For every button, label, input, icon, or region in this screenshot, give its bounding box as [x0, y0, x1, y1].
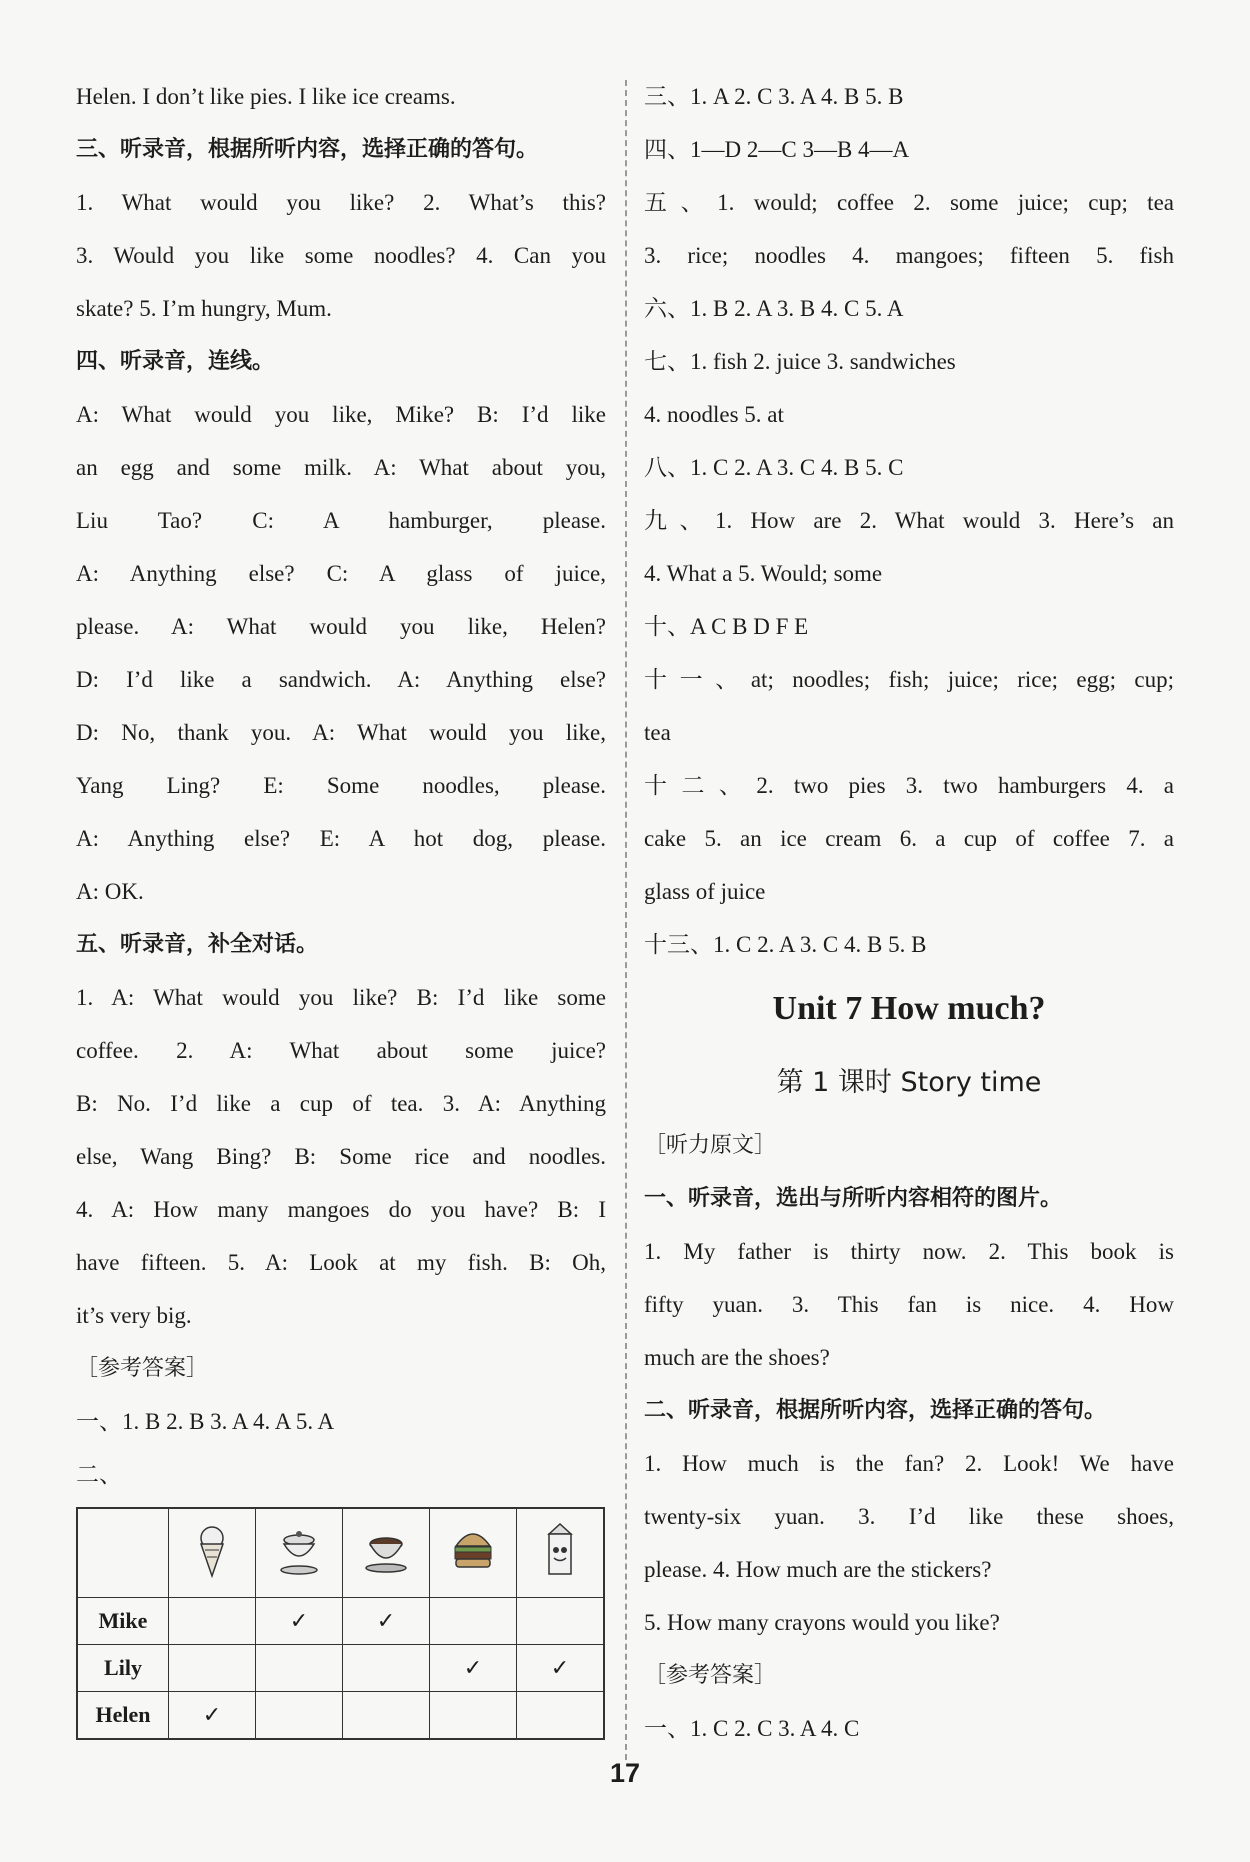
check-cell: ✓	[256, 1598, 343, 1645]
text-line: 十、A C B D F E	[644, 614, 809, 639]
text-line: 1. My father is thirty now. 2. This book is	[644, 1239, 1174, 1264]
text-line: D: I’d like a sandwich. A: Anything else?	[76, 667, 606, 692]
text-line: A: Anything else? C: A glass of juice,	[76, 561, 606, 586]
text-line: 3. rice; noodles 4. mangoes; fifteen 5. fish	[644, 243, 1174, 268]
text-line: 4. noodles 5. at	[644, 402, 784, 427]
text-line: 六、1. B 2. A 3. B 4. C 5. A	[644, 296, 904, 321]
text-line: 1. A: What would you like? B: I’d like some	[76, 985, 606, 1010]
text-line: an egg and some milk. A: What about you,	[76, 455, 606, 480]
text-line: 七、1. fish 2. juice 3. sandwiches	[644, 349, 956, 374]
text-line: 十二、2. two pies 3. two hamburgers 4. a	[644, 773, 1174, 798]
check-cell	[430, 1598, 517, 1645]
table-header-row	[77, 1508, 604, 1598]
header-cell	[256, 1508, 343, 1598]
transcript-heading: ［听力原文］	[644, 1133, 777, 1158]
text-line: 三、1. A 2. C 3. A 4. B 5. B	[644, 84, 904, 109]
text-line: 1. What would you like? 2. What’s this?	[76, 190, 606, 215]
ice-cream-icon	[187, 1520, 237, 1580]
check-cell	[517, 1692, 605, 1740]
check-cell	[517, 1598, 605, 1645]
text-line: 五、1. would; coffee 2. some juice; cup; tea	[644, 190, 1174, 215]
text-line: 十一、at; noodles; fish; juice; rice; egg; cup;	[644, 667, 1174, 692]
check-cell	[169, 1598, 256, 1645]
unit-title: Unit 7 How much?	[772, 990, 1046, 1027]
milk-box-icon	[535, 1520, 585, 1580]
check-cell	[256, 1645, 343, 1692]
text-line: 八、1. C 2. A 3. C 4. B 5. C	[644, 455, 904, 480]
text-line: Helen. I don’t like pies. I like ice creams.	[76, 84, 456, 109]
text-line: 4. What a 5. Would; some	[644, 561, 883, 586]
right-column	[644, 70, 1174, 1755]
text-line: 1. How much is the fan? 2. Look! We have	[644, 1451, 1174, 1476]
answer-table	[76, 1507, 605, 1740]
corner-cell	[77, 1508, 169, 1598]
text-line: tea	[644, 720, 671, 745]
header-cell	[430, 1508, 517, 1598]
text-line: cake 5. an ice cream 6. a cup of coffee 7. a	[644, 826, 1174, 851]
column-divider	[625, 80, 627, 1760]
text-line: twenty-six yuan. 3. I’d like these shoes,	[644, 1504, 1174, 1529]
section-heading: 三、听录音，根据所听内容，选择正确的答句。	[76, 137, 539, 162]
check-cell	[343, 1692, 430, 1740]
text-line: fifty yuan. 3. This fan is nice. 4. How	[644, 1292, 1174, 1317]
lesson-title: 第 1 课时 Story time	[776, 1067, 1042, 1098]
text-line: Yang Ling? E: Some noodles, please.	[76, 773, 606, 798]
check-cell: ✓	[169, 1692, 256, 1740]
text-line: 3. Would you like some noodles? 4. Can you	[76, 243, 606, 268]
check-cell	[169, 1645, 256, 1692]
text-line: have fifteen. 5. A: Look at my fish. B: Oh,	[76, 1250, 606, 1275]
text-line: 4. A: How many mangoes do you have? B: I	[76, 1197, 606, 1222]
row-name: Lily	[77, 1645, 169, 1692]
text-line: A: What would you like, Mike? B: I’d like	[76, 402, 606, 427]
header-cell	[517, 1508, 605, 1598]
section-heading: 五、听录音，补全对话。	[76, 932, 319, 957]
text-line: 5. How many crayons would you like?	[644, 1610, 1000, 1635]
coffee-cup-icon	[361, 1520, 411, 1580]
text-line: else, Wang Bing? B: Some rice and noodles.	[76, 1144, 606, 1169]
text-line: please. A: What would you like, Helen?	[76, 614, 606, 639]
row-name: Mike	[77, 1598, 169, 1645]
table-row	[77, 1692, 604, 1740]
answer-key-heading: ［参考答案］	[76, 1356, 209, 1381]
text-line: A: Anything else? E: A hot dog, please.	[76, 826, 606, 851]
check-cell: ✓	[430, 1645, 517, 1692]
text-line: Liu Tao? C: A hamburger, please.	[76, 508, 606, 533]
table-row	[77, 1645, 604, 1692]
text-line: skate? 5. I’m hungry, Mum.	[76, 296, 332, 321]
text-line: 四、1—D 2—C 3—B 4—A	[644, 137, 910, 162]
check-cell: ✓	[343, 1598, 430, 1645]
text-line: 十三、1. C 2. A 3. C 4. B 5. B	[644, 932, 927, 957]
text-line: 九、1. How are 2. What would 3. Here’s an	[644, 508, 1174, 533]
answer-key-heading: ［参考答案］	[644, 1663, 777, 1688]
check-cell: ✓	[517, 1645, 605, 1692]
text-line: B: No. I’d like a cup of tea. 3. A: Anything	[76, 1091, 606, 1116]
text-line: coffee. 2. A: What about some juice?	[76, 1038, 606, 1063]
text-line: glass of juice	[644, 879, 766, 904]
text-line: 二、	[76, 1462, 122, 1487]
text-line: please. 4. How much are the stickers?	[644, 1557, 992, 1582]
header-cell	[343, 1508, 430, 1598]
check-cell	[430, 1692, 517, 1740]
text-line: D: No, thank you. A: What would you like,	[76, 720, 606, 745]
section-heading: 二、听录音，根据所听内容，选择正确的答句。	[644, 1398, 1107, 1423]
table-row	[77, 1598, 604, 1645]
text-line: much are the shoes?	[644, 1345, 830, 1370]
hamburger-icon	[448, 1520, 498, 1580]
section-heading: 一、听录音，选出与所听内容相符的图片。	[644, 1186, 1063, 1211]
check-cell	[256, 1692, 343, 1740]
check-cell	[343, 1645, 430, 1692]
text-line: 一、1. B 2. B 3. A 4. A 5. A	[76, 1409, 335, 1434]
text-line: 一、1. C 2. C 3. A 4. C	[644, 1716, 860, 1741]
header-cell	[169, 1508, 256, 1598]
row-name: Helen	[77, 1692, 169, 1740]
section-heading: 四、听录音，连线。	[76, 349, 275, 374]
text-line: it’s very big.	[76, 1303, 192, 1328]
tea-bowl-icon	[274, 1520, 324, 1580]
left-column	[76, 70, 606, 1740]
page-number: 17	[609, 1758, 641, 1788]
text-line: A: OK.	[76, 879, 144, 904]
